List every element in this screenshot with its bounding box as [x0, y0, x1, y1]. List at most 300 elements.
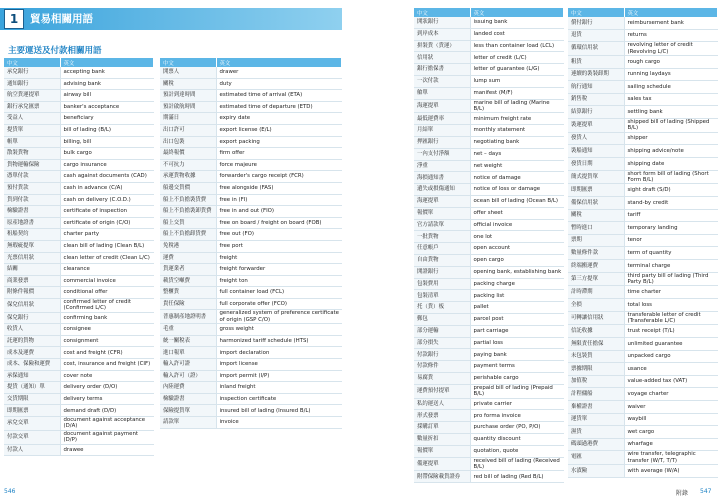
table-row [160, 324, 342, 336]
term-chinese: 循環信用狀 [568, 42, 624, 56]
term-english: certificate of inspection [60, 206, 154, 218]
term-chinese: 船上不負擔裝卸貨費 [160, 206, 216, 218]
table-row [414, 278, 564, 290]
term-english: notice of loss or damage [470, 184, 564, 196]
term-english: document against payment (D/P) [60, 430, 154, 444]
term-chinese: 終端搬運費 [568, 259, 624, 272]
term-chinese: 出口許可 [160, 124, 216, 136]
term-english: notice of damage [470, 172, 564, 184]
term-chinese: 碼頭過港費 [568, 438, 624, 451]
term-english: running laydays [624, 68, 718, 81]
column-header-zh: 中文 [414, 8, 470, 17]
term-english: commercial invoice [60, 275, 154, 287]
term-chinese: 輸入許可證 [160, 359, 216, 371]
term-chinese: 不可抗力 [160, 159, 216, 171]
term-chinese: 銀行擔保書 [414, 64, 470, 76]
term-chinese: 商業發票 [4, 275, 60, 287]
term-chinese: 運貨單 [568, 413, 624, 426]
term-english: gross weight [216, 324, 342, 336]
table-row [414, 172, 564, 184]
section-title: 主要運送及付款相關用語 [8, 46, 102, 56]
term-chinese: 保兌信用狀 [4, 298, 60, 312]
table-row [568, 465, 718, 478]
table-row [160, 382, 342, 394]
table-row [414, 17, 564, 28]
table-row [4, 298, 154, 312]
term-english: with average (W/A) [624, 465, 718, 478]
term-english: harmonized tariff schedule (HTS) [216, 335, 342, 347]
term-english: packing charge [470, 278, 564, 290]
term-english: import permit (I/P) [216, 370, 342, 382]
table-row [568, 56, 718, 69]
table-row [568, 184, 718, 197]
term-english: net – days [470, 148, 564, 160]
term-english: shipped bill of lading (Shipped B/L) [624, 118, 718, 132]
term-chinese: 海運提單 [414, 195, 470, 207]
term-english: transferable letter of credit (Transferable L/C) [624, 311, 718, 325]
term-chinese: 海運提單 [414, 99, 470, 113]
table-row [568, 81, 718, 94]
term-english: inland freight [216, 382, 342, 394]
table-row [160, 148, 342, 160]
term-chinese: 預計到達時間 [160, 90, 216, 102]
table-row [160, 78, 342, 90]
column-header-en: 英文 [60, 58, 154, 67]
table-row [568, 388, 718, 401]
table-row [568, 118, 718, 132]
term-english: cash against documents (CAD) [60, 171, 154, 183]
term-chinese: 運費 [160, 252, 216, 264]
term-english: delivery terms [60, 393, 154, 405]
term-english: waybill [624, 413, 718, 426]
table-row [4, 312, 154, 324]
table-row [160, 67, 342, 78]
term-chinese: 保險提貨單 [160, 405, 216, 417]
term-chinese: 數量折扣 [414, 433, 470, 445]
table-row [414, 384, 564, 398]
table-row [160, 206, 342, 218]
term-chinese: 關稅 [568, 209, 624, 222]
table-row [4, 240, 154, 252]
term-chinese: 結算銀行 [568, 106, 624, 119]
term-chinese: 包裝清單 [414, 290, 470, 302]
term-english: beneficiary [60, 113, 154, 125]
table-row [568, 286, 718, 299]
term-english: term of quantity [624, 247, 718, 260]
table-row [4, 136, 154, 148]
table-row [4, 229, 154, 241]
term-chinese: 檢驗證書 [160, 393, 216, 405]
term-english: cash in advance (C/A) [60, 182, 154, 194]
term-english: shipping advice/note [624, 145, 718, 158]
term-english: drawee [60, 444, 154, 456]
term-english: billing, bill [60, 136, 154, 148]
glossary-table [414, 8, 564, 483]
term-chinese: 整櫃貨 [160, 287, 216, 299]
table-row [414, 148, 564, 160]
table-row [414, 64, 564, 76]
table-row [4, 430, 154, 444]
term-english: wharfage [624, 438, 718, 451]
term-chinese: 光票信用狀 [4, 252, 60, 264]
term-english: banker's acceptance [60, 101, 154, 113]
table-row [568, 298, 718, 311]
table-row [160, 310, 342, 324]
table-row [414, 302, 564, 314]
table-row [414, 125, 564, 137]
table-row [414, 40, 564, 52]
term-chinese: 毛重 [160, 324, 216, 336]
term-chinese: 水漬險 [568, 465, 624, 478]
term-english: freight [216, 252, 342, 264]
term-chinese: 貨物運輸保險 [4, 159, 60, 171]
term-chinese: 到岸成本 [414, 28, 470, 40]
table-row [160, 113, 342, 125]
term-english: free in (FI) [216, 194, 342, 206]
term-chinese: 貨到付款 [4, 194, 60, 206]
term-chinese: 可轉讓信用狀 [568, 311, 624, 325]
term-chinese: 開證銀行 [414, 266, 470, 278]
table-row [4, 148, 154, 160]
term-english: delivery order (D/O) [60, 382, 154, 394]
term-chinese: 票期 [568, 234, 624, 247]
table-row [160, 335, 342, 347]
term-chinese: 附條件報價 [4, 287, 60, 299]
term-english: insured bill of lading (Insured B/L) [216, 405, 342, 417]
term-chinese: 遺失或損傷通知 [414, 184, 470, 196]
table-row [568, 375, 718, 388]
table-row [4, 287, 154, 299]
table-row [414, 231, 564, 243]
term-chinese: 付款人 [4, 444, 60, 456]
term-english: estimated time of arrival (ETA) [216, 90, 342, 102]
term-chinese: 裝船通知 [568, 145, 624, 158]
term-chinese: 退貨 [568, 29, 624, 42]
glossary-table [568, 8, 718, 478]
term-chinese: 官方請款單 [414, 219, 470, 231]
table-row [414, 113, 564, 125]
term-chinese: 淨重 [414, 160, 470, 172]
term-english: short form bill of lading (Short Form B/L) [624, 170, 718, 184]
term-chinese: 未包裝貨 [568, 350, 624, 363]
table-row [568, 451, 718, 465]
table-row [568, 311, 718, 325]
term-english: manifest (M/F) [470, 87, 564, 99]
term-chinese: 請款單 [160, 417, 216, 429]
term-english: full corporate offer (FCO) [216, 298, 342, 310]
term-english: advising bank [60, 78, 154, 90]
term-english: ocean bill of lading (Ocean B/L) [470, 195, 564, 207]
term-chinese: 進口報單 [160, 347, 216, 359]
term-english: sailing schedule [624, 81, 718, 94]
footer-chapter-label: 附錄 [676, 490, 689, 497]
term-chinese: 採購訂單 [414, 422, 470, 434]
term-chinese: 承運貨物收據 [160, 171, 216, 183]
term-english: payment terms [470, 361, 564, 373]
table-row [4, 67, 154, 78]
term-chinese: 包裝費用 [414, 278, 470, 290]
term-chinese: 加值稅 [568, 375, 624, 388]
table-row [414, 87, 564, 99]
table-row [160, 417, 342, 429]
term-chinese: 第三方提單 [568, 272, 624, 286]
term-chinese: 收貨人 [4, 324, 60, 336]
table-row [414, 471, 564, 483]
table-row [4, 417, 154, 431]
column-header-zh: 中文 [4, 58, 60, 67]
table-row [4, 206, 154, 218]
term-chinese: 通知銀行 [4, 78, 60, 90]
term-chinese: 統一關稅表 [160, 335, 216, 347]
term-english: bulk cargo [60, 148, 154, 160]
term-english: time charter [624, 286, 718, 299]
table-row [568, 426, 718, 439]
table-row [414, 398, 564, 410]
term-chinese: 報價單 [414, 207, 470, 219]
term-chinese: 簡式提貨單 [568, 170, 624, 184]
term-english: monthly statement [470, 125, 564, 137]
term-english: letter of credit (L/C) [470, 52, 564, 64]
term-english: airway bill [60, 90, 154, 102]
column-header-en: 英文 [624, 8, 718, 17]
table-row [414, 243, 564, 255]
term-english: confirming bank [60, 312, 154, 324]
table-row [4, 335, 154, 347]
term-english: minimum freight rate [470, 113, 564, 125]
term-chinese: 船上交貨 [160, 217, 216, 229]
term-chinese: 連續的裝裝卸期 [568, 68, 624, 81]
term-english: one lot [470, 231, 564, 243]
term-chinese: 成本及運費 [4, 347, 60, 359]
term-english: bill of lading (B/L) [60, 124, 154, 136]
term-english: import license [216, 359, 342, 371]
term-chinese: 承兌交單 [4, 417, 60, 431]
term-english: document against acceptance (D/A) [60, 417, 154, 431]
glossary-column-3 [414, 8, 564, 483]
table-row [4, 113, 154, 125]
term-chinese: 受益人 [4, 113, 60, 125]
term-chinese: 原產地證書 [4, 217, 60, 229]
table-row [4, 359, 154, 371]
term-english: official invoice [470, 219, 564, 231]
term-english: paying bank [470, 349, 564, 361]
term-english: unlimited guarantee [624, 337, 718, 350]
term-chinese: 銷售稅 [568, 93, 624, 106]
term-chinese: 航行通知 [568, 81, 624, 94]
table-row [568, 337, 718, 350]
table-row [414, 254, 564, 266]
table-row [4, 171, 154, 183]
term-english: pro forma invoice [470, 410, 564, 422]
term-english: freight forwarder [216, 264, 342, 276]
term-chinese: 一批貨物 [414, 231, 470, 243]
term-chinese: 散裝貨物 [4, 148, 60, 160]
term-english: trust receipt (T/L) [624, 325, 718, 338]
term-chinese: 拼裝貨（貨運） [414, 40, 470, 52]
table-row [414, 99, 564, 113]
term-english: landed cost [470, 28, 564, 40]
table-row [414, 361, 564, 373]
term-chinese: 自由貨物 [414, 254, 470, 266]
term-english: perishable cargo [470, 372, 564, 384]
term-english: prepaid bill of lading (Prepaid B/L) [470, 384, 564, 398]
term-chinese: 數量條件款 [568, 247, 624, 260]
term-chinese: 艙單 [414, 87, 470, 99]
table-row [414, 445, 564, 457]
term-chinese: 承保通知 [4, 370, 60, 382]
term-chinese: 普惠制產地證明書 [160, 310, 216, 324]
term-chinese: 成本、保險和運費 [4, 359, 60, 371]
term-chinese: 月結單 [414, 125, 470, 137]
term-chinese: 無限責任擔保 [568, 337, 624, 350]
term-english: marine bill of lading (Marine B/L) [470, 99, 564, 113]
table-row [568, 209, 718, 222]
term-english: demand draft (D/D) [60, 405, 154, 417]
column-header-en: 英文 [470, 8, 564, 17]
term-chinese: 輸入許可（證） [160, 370, 216, 382]
table-row [568, 413, 718, 426]
term-english: import declaration [216, 347, 342, 359]
table-row [568, 234, 718, 247]
term-chinese: 報價單 [414, 445, 470, 457]
table-row [160, 359, 342, 371]
table-row [160, 159, 342, 171]
term-english: confirmed letter of credit (Confirmed L/C) [60, 298, 154, 312]
term-english: wet cargo [624, 426, 718, 439]
table-row [414, 52, 564, 64]
table-row [568, 222, 718, 235]
term-chinese: 付款銀行 [414, 349, 470, 361]
term-english: shipping date [624, 157, 718, 170]
term-english: quantity discount [470, 433, 564, 445]
term-chinese: 郵包 [414, 313, 470, 325]
table-row [414, 195, 564, 207]
term-chinese: 發貨人 [568, 132, 624, 145]
term-chinese: 附帶保險載貨證券 [414, 471, 470, 483]
term-english: voyage charter [624, 388, 718, 401]
term-chinese: 銀行承兌匯票 [4, 101, 60, 113]
chapter-banner [0, 8, 342, 30]
term-english: issuing bank [470, 17, 564, 28]
term-chinese: 托（貨）板 [414, 302, 470, 314]
table-row [4, 124, 154, 136]
table-row [568, 350, 718, 363]
term-chinese: 出口包裝 [160, 136, 216, 148]
term-chinese: 部分損失 [414, 337, 470, 349]
term-english: packing list [470, 290, 564, 302]
term-english: sales tax [624, 93, 718, 106]
table-row [160, 405, 342, 417]
table-row [4, 444, 154, 456]
term-english: clean letter of credit (Clean L/C) [60, 252, 154, 264]
term-english: wire transfer, telegraphic transfer (W/T, T/T) [624, 451, 718, 465]
term-chinese: 付款交單 [4, 430, 60, 444]
table-row [160, 298, 342, 310]
table-row [568, 196, 718, 209]
term-english: returns [624, 29, 718, 42]
table-row [160, 136, 342, 148]
table-row [568, 157, 718, 170]
term-english: free port [216, 240, 342, 252]
term-english: cash on delivery (C.O.D.) [60, 194, 154, 206]
term-chinese: 預付貨款 [4, 182, 60, 194]
term-english: usance [624, 363, 718, 376]
glossary-table [4, 58, 154, 456]
term-english: purchase order (PO, P/O) [470, 422, 564, 434]
table-row [568, 400, 718, 413]
term-chinese: 託運的貨物 [4, 335, 60, 347]
term-chinese: 濕貨 [568, 426, 624, 439]
term-english: generalized system of preference certificate of origin (GSP C/O) [216, 310, 342, 324]
term-english: cost and freight (CFR) [60, 347, 154, 359]
table-row [568, 42, 718, 56]
table-row [414, 313, 564, 325]
chapter-title: 貿易相關用語 [30, 13, 93, 25]
term-chinese: 易腐貨 [414, 372, 470, 384]
table-row [160, 287, 342, 299]
term-chinese: 運費預付提單 [414, 384, 470, 398]
term-chinese: 計時滯期 [568, 286, 624, 299]
table-row [4, 382, 154, 394]
table-row [414, 422, 564, 434]
term-chinese: 形式發票 [414, 410, 470, 422]
term-chinese: 帳單 [4, 136, 60, 148]
table-row [160, 90, 342, 102]
term-chinese: 結關 [4, 264, 60, 276]
term-english: cargo insurance [60, 159, 154, 171]
term-chinese: 海損通知書 [414, 172, 470, 184]
term-english: estimated time of departure (ETD) [216, 101, 342, 113]
term-chinese: 開票人 [160, 67, 216, 78]
table-row [160, 264, 342, 276]
term-chinese: 船邊交貨價 [160, 182, 216, 194]
term-english: cover note [60, 370, 154, 382]
table-row [414, 160, 564, 172]
page-number-left: 546 [4, 488, 16, 495]
table-row [160, 240, 342, 252]
term-english: expiry date [216, 113, 342, 125]
term-chinese: 檢驗證書 [4, 206, 60, 218]
term-chinese: 貴任保險 [160, 298, 216, 310]
term-chinese: 航空貨運提單 [4, 90, 60, 102]
term-chinese: 付款條件 [414, 361, 470, 373]
term-english: negotiating bank [470, 136, 564, 148]
table-row [160, 217, 342, 229]
term-chinese: 部分運輸 [414, 325, 470, 337]
table-row [4, 264, 154, 276]
term-english: unpacked cargo [624, 350, 718, 363]
term-english: opening bank, establishing bank [470, 266, 564, 278]
term-english: stand-by credit [624, 196, 718, 209]
term-chinese: 押匯銀行 [414, 136, 470, 148]
term-english: consignment [60, 335, 154, 347]
table-row [414, 28, 564, 40]
term-chinese: 發貨日期 [568, 157, 624, 170]
term-english: rough cargo [624, 56, 718, 69]
table-row [160, 124, 342, 136]
table-row [568, 106, 718, 119]
table-row [568, 438, 718, 451]
term-english: less than container load (LCL) [470, 40, 564, 52]
glossary-column-2 [160, 58, 342, 429]
table-row [4, 393, 154, 405]
term-english: terminal charge [624, 259, 718, 272]
term-chinese: 暫時進口 [568, 222, 624, 235]
table-row [414, 75, 564, 87]
term-english: drawer [216, 67, 342, 78]
term-english: net weight [470, 160, 564, 172]
term-english: temporary landing [624, 222, 718, 235]
